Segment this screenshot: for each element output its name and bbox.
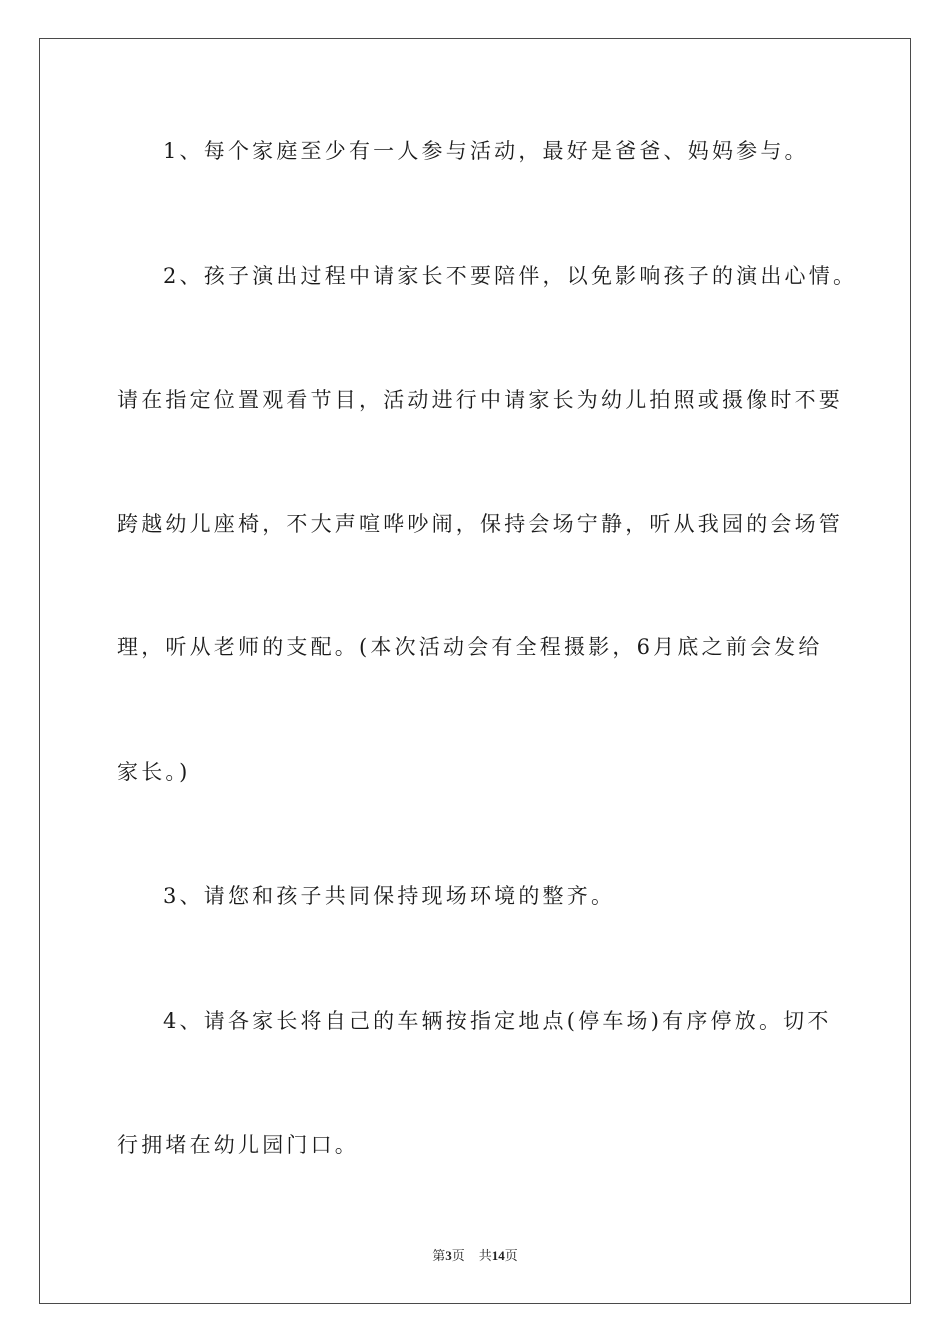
paragraph-item-3: 3、请您和孩子共同保持现场环境的整齐。 — [163, 884, 616, 908]
paragraph-item-4-line-1: 4、请各家长将自己的车辆按指定地点(停车场)有序停放。切不 — [163, 1009, 832, 1033]
paragraph-item-2-line-4: 理，听从老师的支配。(本次活动会有全程摄影，6月底之前会发给 — [117, 635, 823, 659]
page-border — [39, 38, 911, 1304]
total-suffix: 页 — [504, 1248, 518, 1263]
paragraph-item-4-line-2: 行拥堵在幼儿园门口。 — [117, 1133, 359, 1157]
paragraph-item-2-line-3: 跨越幼儿座椅，不大声喧哗吵闹，保持会场宁静，听从我园的会场管 — [117, 512, 843, 536]
paragraph-item-2-line-1: 2、孩子演出过程中请家长不要陪伴，以免影响孩子的演出心情。 — [163, 264, 858, 288]
paragraph-item-2-line-5: 家长。) — [117, 760, 191, 784]
page-footer — [0, 1247, 950, 1265]
page-prefix: 第 — [432, 1248, 446, 1263]
paragraph-item-2-line-2: 请在指定位置观看节目，活动进行中请家长为幼儿拍照或摄像时不要 — [117, 388, 843, 412]
total-prefix: 共 — [478, 1248, 492, 1263]
page-number: 3 — [445, 1248, 452, 1263]
paragraph-item-1: 1、每个家庭至少有一人参与活动，最好是爸爸、妈妈参与。 — [163, 139, 809, 163]
page-suffix: 页 — [451, 1248, 465, 1263]
total-pages: 14 — [491, 1248, 505, 1263]
